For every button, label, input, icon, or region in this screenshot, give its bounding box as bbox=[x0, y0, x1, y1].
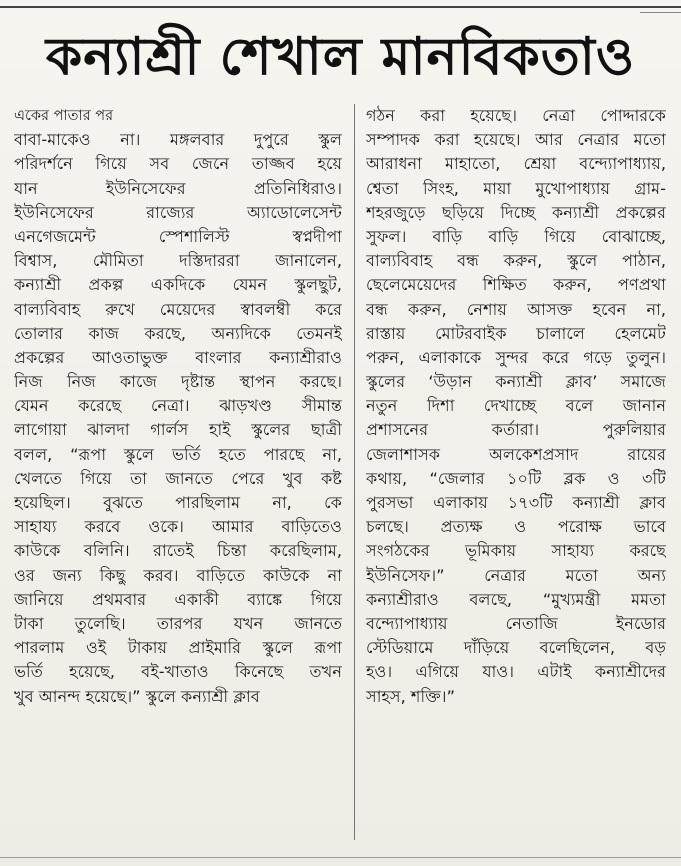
right-line: পুরসভা এলাকায় ১৭৩টি কন্যাশ্রী ক্লাব bbox=[366, 493, 666, 512]
left-line: যান ইউনিসেফের প্রতিনিধিরাও। bbox=[14, 178, 342, 198]
top-border-rule bbox=[0, 6, 681, 8]
right-line: ইউনিসেফ।” নেত্রার মতো অন্য bbox=[366, 565, 666, 585]
headline: কন্যাশ্রী শেখাল মানবিকতাও bbox=[45, 27, 636, 87]
left-line: নিজ নিজ কাজে দৃষ্টান্ত স্থাপন করছে। bbox=[14, 372, 342, 392]
left-line: বিশ্বাস, মৌমিতা দস্তিদাররা জানালেন, bbox=[14, 251, 342, 271]
right-line: সংগঠকের ভূমিকায় সাহায্য করছে bbox=[366, 541, 666, 561]
right-line: আরাধনা মাহাতো, শ্রেয়া বন্দ্যোপাধ্যায়, bbox=[366, 154, 666, 174]
left-line: কাউকে বলিনি। রাতেই চিন্তা করেছিলাম, bbox=[14, 541, 342, 561]
left-line: কন্যাশ্রী প্রকল্প একদিকে যেমন স্কুলছুট, bbox=[14, 275, 342, 295]
left-line: টাকা তুলেছি। তারপর যখন জানতে bbox=[14, 613, 342, 633]
bottom-border-rule bbox=[0, 857, 681, 858]
left-line: বাল্যবিবাহ রুখে মেয়েদের স্বাবলম্বী করে bbox=[14, 299, 342, 319]
right-line: কথায়, “জেলার ১০টি ব্লক ও ৩টি bbox=[366, 468, 666, 488]
column-divider bbox=[354, 104, 355, 840]
right-line: শ্বেতা সিংহ, মায়া মুখোপাধ্যায় গ্রাম- bbox=[366, 178, 666, 198]
right-line: পরুন, এলাকাকে সুন্দর করে গড়ে তুলুন। bbox=[366, 347, 666, 367]
left-line: তোলার কাজ করছে, অন্যদিকে তেমনই bbox=[14, 323, 342, 343]
right-line: সাহস, শক্তি।” bbox=[366, 686, 455, 706]
continued-from-label: একের পাতার পর bbox=[14, 108, 114, 124]
left-line: বাবা-মাকেও না। মঙ্গলবার দুপুরে স্কুল bbox=[14, 130, 342, 150]
right-line: নতুন দিশা দেখাচ্ছে বলে জানান bbox=[366, 396, 666, 416]
right-line: বন্ধ করুন, নেশায় আসক্ত হবেন না, bbox=[366, 299, 666, 319]
left-line: ওর জন্য কিছু করব। বাড়িতে কাউকে না bbox=[14, 565, 342, 585]
right-column bbox=[366, 104, 666, 709]
right-line: শহরজুড়ে ছড়িয়ে দিচ্ছে কন্যাশ্রী প্রকল্পের bbox=[366, 202, 666, 222]
right-line: বন্দ্যোপাধ্যায় নেতাজি ইনডোর bbox=[366, 613, 666, 633]
left-line: হয়েছিল। বুঝতে পারছিলাম না, কে bbox=[14, 493, 342, 512]
left-line: পরিদর্শনে গিয়ে সব জেনে তাজ্জব হয়ে bbox=[14, 154, 342, 174]
left-line: এনগেজমেন্ট স্পেশালিস্ট স্বপ্নদীপা bbox=[14, 226, 342, 246]
left-column bbox=[14, 104, 342, 709]
left-line: ভর্তি হয়েছে, বই-খাতাও কিনেছে তখন bbox=[14, 662, 342, 682]
left-line: জানিয়ে প্রথমবার একাকী ব্যাঙ্কে গিয়ে bbox=[14, 589, 342, 609]
right-line: চলছে। প্রত্যক্ষ ও পরোক্ষ ভাবে bbox=[366, 517, 666, 537]
right-line: কন্যাশ্রীরাও বলছে, “মুখ্যমন্ত্রী মমতা bbox=[366, 589, 666, 609]
left-line: লাগোয়া ঝালদা গার্লস হাই স্কুলের ছাত্রী bbox=[14, 420, 342, 440]
right-line: হও। এগিয়ে যাও। এটাই কন্যাশ্রীদের bbox=[366, 662, 666, 682]
left-line: ইউনিসেফের রাজ্যের অ্যাডোলেসেন্ট bbox=[14, 202, 342, 222]
left-line: পারলাম ওই টাকায় প্রাইমারি স্কুলে রূপা bbox=[14, 638, 342, 658]
left-line: খেলতে গিয়ে তা জানতে পেরে খুব কষ্ট bbox=[14, 468, 342, 488]
left-line: প্রকল্পের আওতাভুক্ত বাংলার কন্যাশ্রীরাও bbox=[14, 347, 342, 367]
left-line: বলল, “রূপা স্কুলে ভর্তি হতে পারছে না, bbox=[14, 444, 342, 464]
right-line: জেলাশাসক অলকেশপ্রসাদ রায়ের bbox=[366, 444, 666, 464]
right-line: স্টেডিয়ামে দাঁড়িয়ে বলেছিলেন, বড় bbox=[366, 638, 666, 658]
right-line: রাস্তায় মোটরবাইক চালালে হেলমেট bbox=[366, 323, 666, 343]
right-line: গঠন করা হয়েছে। নেত্রা পোদ্দারকে bbox=[366, 106, 666, 125]
right-line: সুফল। বাড়ি বাড়ি গিয়ে বোঝাচ্ছে, bbox=[366, 226, 666, 246]
right-line: প্রশাসনের কর্তারা। পুরুলিয়ার bbox=[366, 420, 666, 440]
left-line: সাহায্য করবে ওকে। আমার বাড়িতেও bbox=[14, 517, 342, 537]
left-line: যেমন করেছে নেত্রা। ঝাড়খণ্ড সীমান্ত bbox=[14, 396, 342, 416]
left-line: খুব আনন্দ হয়েছে।” স্কুলে কন্যাশ্রী ক্লাব bbox=[14, 686, 260, 706]
right-line: সম্পাদক করা হয়েছে। আর নেত্রার মতো bbox=[366, 130, 666, 150]
right-line: ছেলেমেয়েদের শিক্ষিত করুন, পণপ্রথা bbox=[366, 275, 666, 295]
right-line: স্কুলের ‘উড়ান কন্যাশ্রী ক্লাব’ সমাজে bbox=[366, 372, 666, 392]
top-right-rule bbox=[640, 12, 681, 13]
right-line: বাল্যবিবাহ বন্ধ করুন, স্কুলে পাঠান, bbox=[366, 251, 666, 271]
